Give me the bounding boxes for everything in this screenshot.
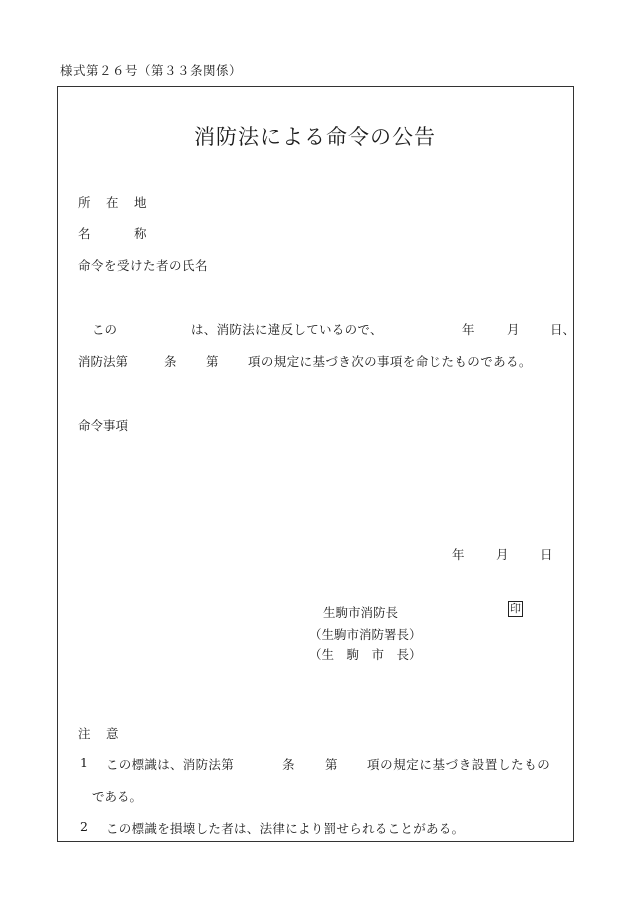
field-name-char-1: 名 <box>78 226 91 241</box>
note-1-text-b: 項の規定に基づき設置したもの <box>367 757 551 772</box>
note-1-article: 条 <box>282 757 295 772</box>
form-number-label: 様式第２６号（第３３条関係） <box>60 63 243 78</box>
statement-year: 年 <box>462 322 475 337</box>
field-location-char-2: 在 <box>106 195 119 210</box>
date-day: 日 <box>540 547 553 562</box>
issuer-chief: 生駒市消防長 <box>323 605 399 620</box>
note-1-text-a: この標識は、消防法第 <box>106 757 235 772</box>
field-location-char-3: 地 <box>134 195 147 210</box>
statement-clause-2: 項の規定に基づき次の事項を命じたものである。 <box>248 354 532 369</box>
note-2-number: 2 <box>80 819 88 834</box>
page-title: 消防法による命令の公告 <box>194 125 436 149</box>
note-2-text: この標識を損壊した者は、法律により罰せられることがある。 <box>106 821 465 836</box>
statement-law: 消防法第 <box>78 354 129 369</box>
date-year: 年 <box>452 547 465 562</box>
note-1-number: 1 <box>80 755 88 770</box>
seal-mark: 印 <box>510 602 521 615</box>
issuer-mayor: （生 駒 市 長） <box>309 647 422 662</box>
field-name-char-2: 称 <box>134 226 147 241</box>
note-1-dai: 第 <box>325 757 338 772</box>
order-items-label: 命令事項 <box>78 418 129 433</box>
date-month: 月 <box>496 547 509 562</box>
statement-day: 日、 <box>550 322 576 337</box>
statement-article: 条 <box>164 354 177 369</box>
statement-dai: 第 <box>206 354 219 369</box>
statement-clause-1: は、消防法に違反しているので、 <box>191 322 383 337</box>
note-1-continuation: である。 <box>92 789 143 804</box>
issuer-station-chief: （生駒市消防署長） <box>309 627 422 642</box>
field-location-char-1: 所 <box>78 195 91 210</box>
statement-month: 月 <box>507 322 520 337</box>
notes-heading-char-2: 意 <box>106 726 119 741</box>
notes-heading-char-1: 注 <box>78 726 91 741</box>
field-recipient: 命令を受けた者の氏名 <box>78 258 209 273</box>
statement-kono: この <box>92 322 118 337</box>
